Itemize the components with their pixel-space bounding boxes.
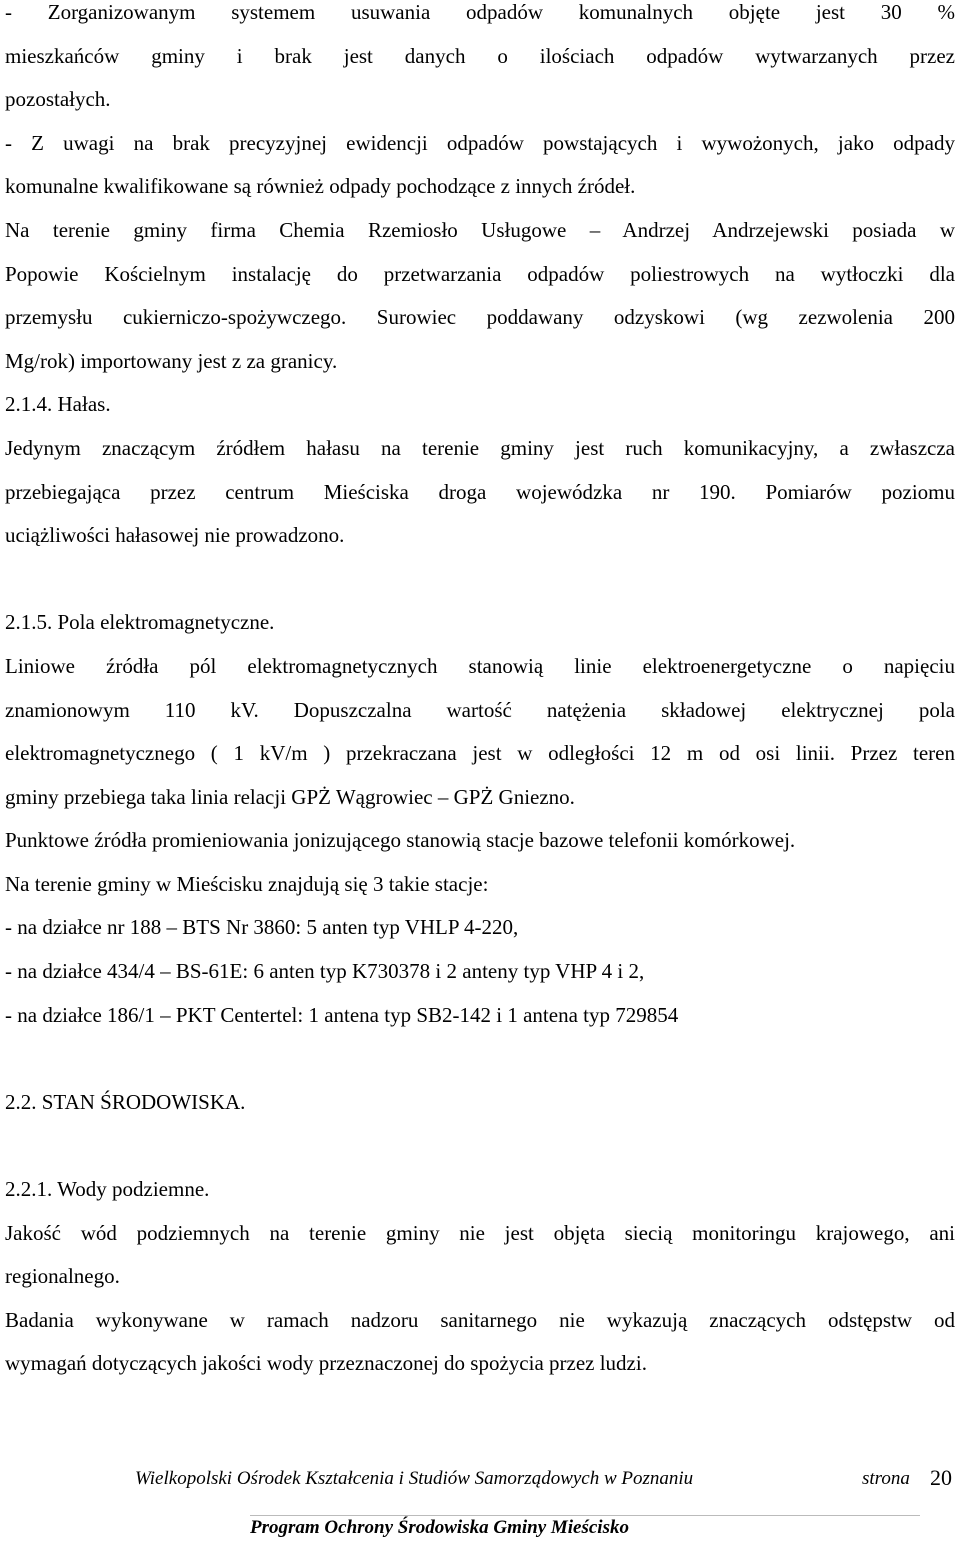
spacer <box>5 1037 955 1081</box>
text-line: pozostałych. <box>5 87 111 112</box>
text-line: Badania wykonywane w ramach nadzoru sanitarnego nie wykazują znaczących odstępstw od <box>5 1307 955 1332</box>
text-line: gminy przebiega taka linia relacji GPŻ Wągrowiec – GPŻ Gniezno. <box>5 784 575 809</box>
text-line: Na terenie gminy w Mieścisku znajdują się 3 takie stacje: <box>5 871 489 896</box>
text-line: Jedynym znaczącym źródłem hałasu na terenie gminy jest ruch komunikacyjny, a zwłaszcza <box>5 435 955 460</box>
text-line: uciążliwości hałasowej nie prowadzono. <box>5 523 345 548</box>
text-line: elektromagnetycznego ( 1 kV/m ) przekraczana jest w odległości 12 m od osi linii. Przez teren <box>5 741 955 766</box>
page-number: 20 <box>930 1465 952 1490</box>
text-line: komunalne kwalifikowane są również odpady pochodzące z innych źródeł. <box>5 174 636 199</box>
text-line: Na terenie gminy firma Chemia Rzemiosło Usługowe – Andrzej Andrzejewski posiada w <box>5 217 955 242</box>
text-line: Mg/rok) importowany jest z za granicy. <box>5 348 338 373</box>
footer-institution: Wielkopolski Ośrodek Kształcenia i Studiów Samorządowych w Poznaniu <box>135 1468 694 1489</box>
list-item: - na działce 186/1 – PKT Centertel: 1 antena typ SB2-142 i 1 antena typ 729854 <box>5 1002 679 1027</box>
text-line: przemysłu cukierniczo-spożywczego. Surowiec poddawany odzyskowi (wg zezwolenia 200 <box>5 305 955 330</box>
text-line: znamionowym 110 kV. Dopuszczalna wartość natężenia składowej elektrycznej pola <box>5 697 955 722</box>
text-line: Jakość wód podziemnych na terenie gminy nie jest objęta siecią monitoringu krajowego, ani <box>5 1220 955 1245</box>
spacer <box>5 1124 955 1168</box>
list-item: - na działce nr 188 – BTS Nr 3860: 5 anten typ VHLP 4-220, <box>5 915 519 940</box>
section-heading-2-2: 2.2. STAN ŚRODOWISKA. <box>5 1089 246 1114</box>
list-item: - na działce 434/4 – BS-61E: 6 anten typ K730378 i 2 anteny typ VHP 4 i 2, <box>5 959 645 984</box>
section-heading-2-2-1: 2.2.1. Wody podziemne. <box>5 1177 210 1202</box>
text-line: - Z uwagi na brak precyzyjnej ewidencji odpadów powstających i wywożonych, jako odpady <box>5 130 955 155</box>
document-body <box>5 0 955 1386</box>
section-heading-2-1-5: 2.1.5. Pola elektromagnetyczne. <box>5 610 275 635</box>
spacer <box>5 558 955 602</box>
section-heading-2-1-4: 2.1.4. Hałas. <box>5 392 111 417</box>
text-line: Popowie Kościelnym instalację do przetwarzania odpadów poliestrowych na wytłoczki dla <box>5 261 955 286</box>
footer-divider <box>250 1515 920 1516</box>
text-line: Liniowe źródła pól elektromagnetycznych stanowią linie elektroenergetyczne o napięciu <box>5 653 955 678</box>
text-line: mieszkańców gminy i brak jest danych o ilościach odpadów wytwarzanych przez <box>5 43 955 68</box>
text-line: Punktowe źródła promieniowania jonizującego stanowią stacje bazowe telefonii komórkowej. <box>5 828 796 853</box>
text-line: przebiegająca przez centrum Mieściska droga wojewódzka nr 190. Pomiarów poziomu <box>5 479 955 504</box>
text-line: - Zorganizowanym systemem usuwania odpadów komunalnych objęte jest 30 % <box>5 0 955 24</box>
text-line: wymagań dotyczących jakości wody przeznaczonej do spożycia przez ludzi. <box>5 1351 647 1376</box>
footer-strona-label: strona <box>862 1468 910 1489</box>
footer-program-title: Program Ochrony Środowiska Gminy Mieścisko <box>250 1517 629 1538</box>
text-line: regionalnego. <box>5 1264 120 1289</box>
